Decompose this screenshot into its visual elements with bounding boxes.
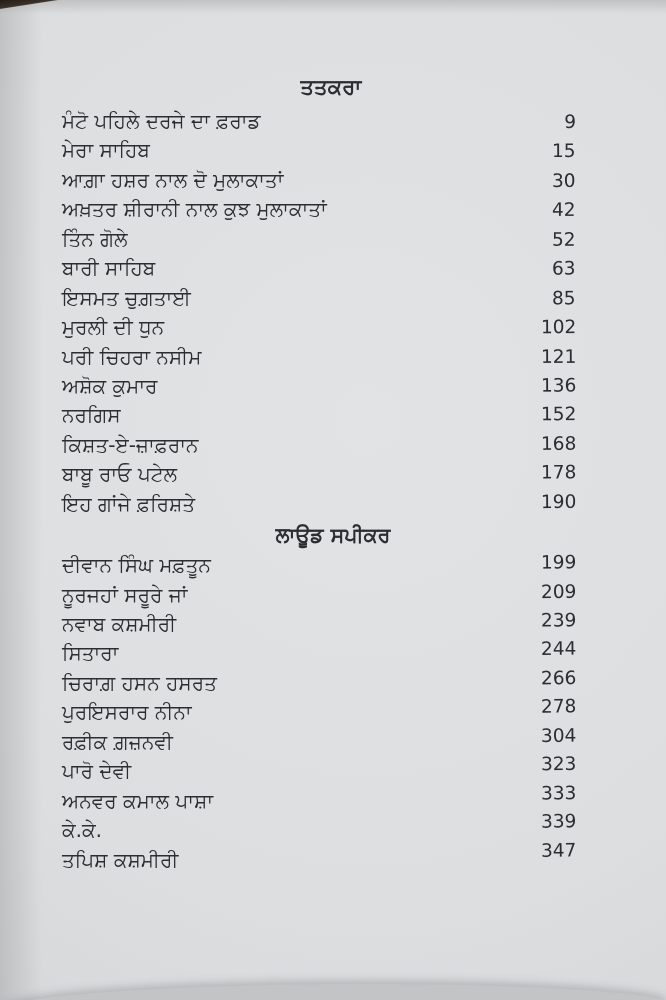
toc-entry-page-number: 168 bbox=[540, 433, 577, 455]
toc-entry-title: ਦੀਵਾਨ ਸਿੰਘ ਮਫ਼ਤੂਨ bbox=[62, 553, 211, 578]
toc-entry-title: ਪਾਰੋ ਦੇਵੀ bbox=[62, 759, 132, 784]
toc-entry-title: ਮੰਟੋ ਪਹਿਲੇ ਦਰਜੇ ਦਾ ਫ਼ਰਾਡ bbox=[62, 109, 261, 133]
toc-entry-title: ਅਨਵਰ ਕਮਾਲ ਪਾਸ਼ਾ bbox=[62, 788, 214, 813]
toc-row bbox=[62, 225, 576, 254]
toc-row bbox=[62, 107, 576, 136]
toc-row bbox=[62, 782, 577, 816]
toc-entry-title: ਆਗ਼ਾ ਹਸ਼ਰ ਨਾਲ ਦੋ ਮੁਲਾਕਾਤਾਂ bbox=[62, 167, 284, 192]
toc-row bbox=[62, 343, 576, 372]
toc-entry-title: ਪੁਰਇਸਰਾਰ ਨੀਨਾ bbox=[62, 700, 192, 725]
toc-row bbox=[62, 195, 576, 224]
toc-entry-title: ਤਿੰਨ ਗੋਲੇ bbox=[62, 226, 128, 251]
toc-entry-page-number: 102 bbox=[540, 317, 577, 339]
toc-entry-page-number: 304 bbox=[540, 725, 577, 747]
toc-entry-page-number: 63 bbox=[552, 258, 577, 280]
toc-entry-page-number: 85 bbox=[552, 287, 577, 310]
toc-entry-page-number: 42 bbox=[552, 200, 577, 222]
toc-entry-title: ਚਿਰਾਗ਼ ਹਸਨ ਹਸਰਤ bbox=[62, 670, 217, 695]
toc-entry-page-number: 136 bbox=[540, 375, 577, 397]
page-bottom-edge bbox=[0, 984, 666, 1000]
toc-row bbox=[62, 698, 576, 727]
toc-entry-title: ਤਪਿਸ਼ ਕਸ਼ਮੀਰੀ bbox=[62, 847, 179, 872]
toc-entry-page-number: 178 bbox=[540, 462, 577, 484]
toc-entry-title: ਕੇ.ਕੇ. bbox=[62, 818, 102, 843]
toc-row bbox=[62, 639, 576, 668]
toc-row bbox=[62, 811, 577, 845]
toc-entry-title: ਸਿਤਾਰਾ bbox=[62, 641, 119, 666]
toc-entry-page-number: 278 bbox=[540, 696, 577, 718]
toc-entry-page-number: 9 bbox=[564, 112, 576, 133]
toc-entry-title: ਅਸ਼ੋਕ ਕੁਮਾਰ bbox=[62, 373, 158, 398]
toc-entry-page-number: 199 bbox=[540, 552, 577, 574]
toc-row bbox=[62, 401, 576, 430]
toc-row bbox=[62, 431, 576, 460]
toc-entry-title: ਬਾਬੂ ਰਾਓ ਪਟੇਲ bbox=[62, 462, 178, 487]
page-title: ਤਤਕਰਾ bbox=[300, 75, 362, 99]
toc-entry-page-number: 347 bbox=[540, 839, 577, 862]
toc-entry-page-number: 323 bbox=[540, 754, 577, 776]
toc-row bbox=[62, 581, 576, 610]
toc-entry-page-number: 15 bbox=[552, 141, 577, 163]
toc-entry-title: ਇਸਮਤ ਚੁਗ਼ਤਾਈ bbox=[62, 285, 191, 310]
toc-entry-page-number: 30 bbox=[552, 170, 577, 192]
toc-entry-page-number: 152 bbox=[540, 404, 577, 426]
toc-entry-title: ਬਾਰੀ ਸਾਹਿਬ bbox=[62, 256, 156, 281]
toc-row bbox=[62, 490, 576, 519]
toc-entry-page-number: 121 bbox=[540, 346, 577, 368]
toc-row bbox=[62, 166, 576, 195]
section-heading: ਲਾਊਡ ਸਪੀਕਰ bbox=[275, 523, 391, 548]
toc-entry-title: ਇਹ ਗਾਂਜੇ ਫ਼ਰਿਸ਼ਤੇ bbox=[62, 491, 196, 516]
toc-row bbox=[62, 725, 577, 757]
toc-entry-title: ਨਰਗਿਸ bbox=[62, 403, 121, 428]
toc-entry-page-number: 190 bbox=[540, 491, 577, 513]
toc-entry-page-number: 266 bbox=[540, 667, 577, 690]
toc-entry-title: ਅਖ਼ਤਰ ਸ਼ੀਰਾਨੀ ਨਾਲ ਕੁਝ ਮੁਲਾਕਾਤਾਂ bbox=[62, 197, 327, 222]
toc-list bbox=[62, 107, 576, 875]
toc-row bbox=[62, 669, 576, 698]
toc-row bbox=[62, 136, 576, 165]
toc-row bbox=[62, 551, 576, 580]
toc-entry-title: ਪਰੀ ਚਿਹਰਾ ਨਸੀਮ bbox=[62, 344, 202, 369]
toc-row bbox=[62, 460, 576, 489]
toc-entry-title: ਮੁਰਲੀ ਦੀ ਧੁਨ bbox=[62, 315, 165, 340]
toc-entry-page-number: 333 bbox=[540, 782, 577, 805]
toc-row bbox=[62, 372, 576, 401]
toc-entry-page-number: 339 bbox=[540, 811, 577, 833]
toc-entry-title: ਨੂਰਜਹਾਂ ਸਰੂਰੇ ਜਾਂ bbox=[62, 582, 188, 607]
toc-entry-page-number: 239 bbox=[540, 610, 577, 632]
toc-entry-page-number: 244 bbox=[540, 639, 577, 661]
toc-entry-page-number: 52 bbox=[552, 229, 577, 251]
toc-entry-title: ਨਵਾਬ ਕਸ਼ਮੀਰੀ bbox=[62, 612, 177, 636]
toc-entry-title: ਰਫ਼ੀਕ ਗ਼ਜ਼ਨਵੀ bbox=[62, 729, 173, 754]
toc-row bbox=[62, 839, 577, 875]
toc-entry-page-number: 209 bbox=[540, 581, 577, 603]
toc-row bbox=[62, 313, 576, 342]
toc-row bbox=[62, 754, 577, 786]
toc-row bbox=[62, 610, 576, 639]
toc-entry-title: ਮੇਰਾ ਸਾਹਿਬ bbox=[62, 138, 150, 163]
toc-entry-title: ਕਿਸ਼ਤ-ਏ-ਜ਼ਾਫ਼ਰਾਨ bbox=[62, 432, 199, 457]
toc-row bbox=[62, 284, 576, 313]
toc-row bbox=[62, 254, 576, 283]
